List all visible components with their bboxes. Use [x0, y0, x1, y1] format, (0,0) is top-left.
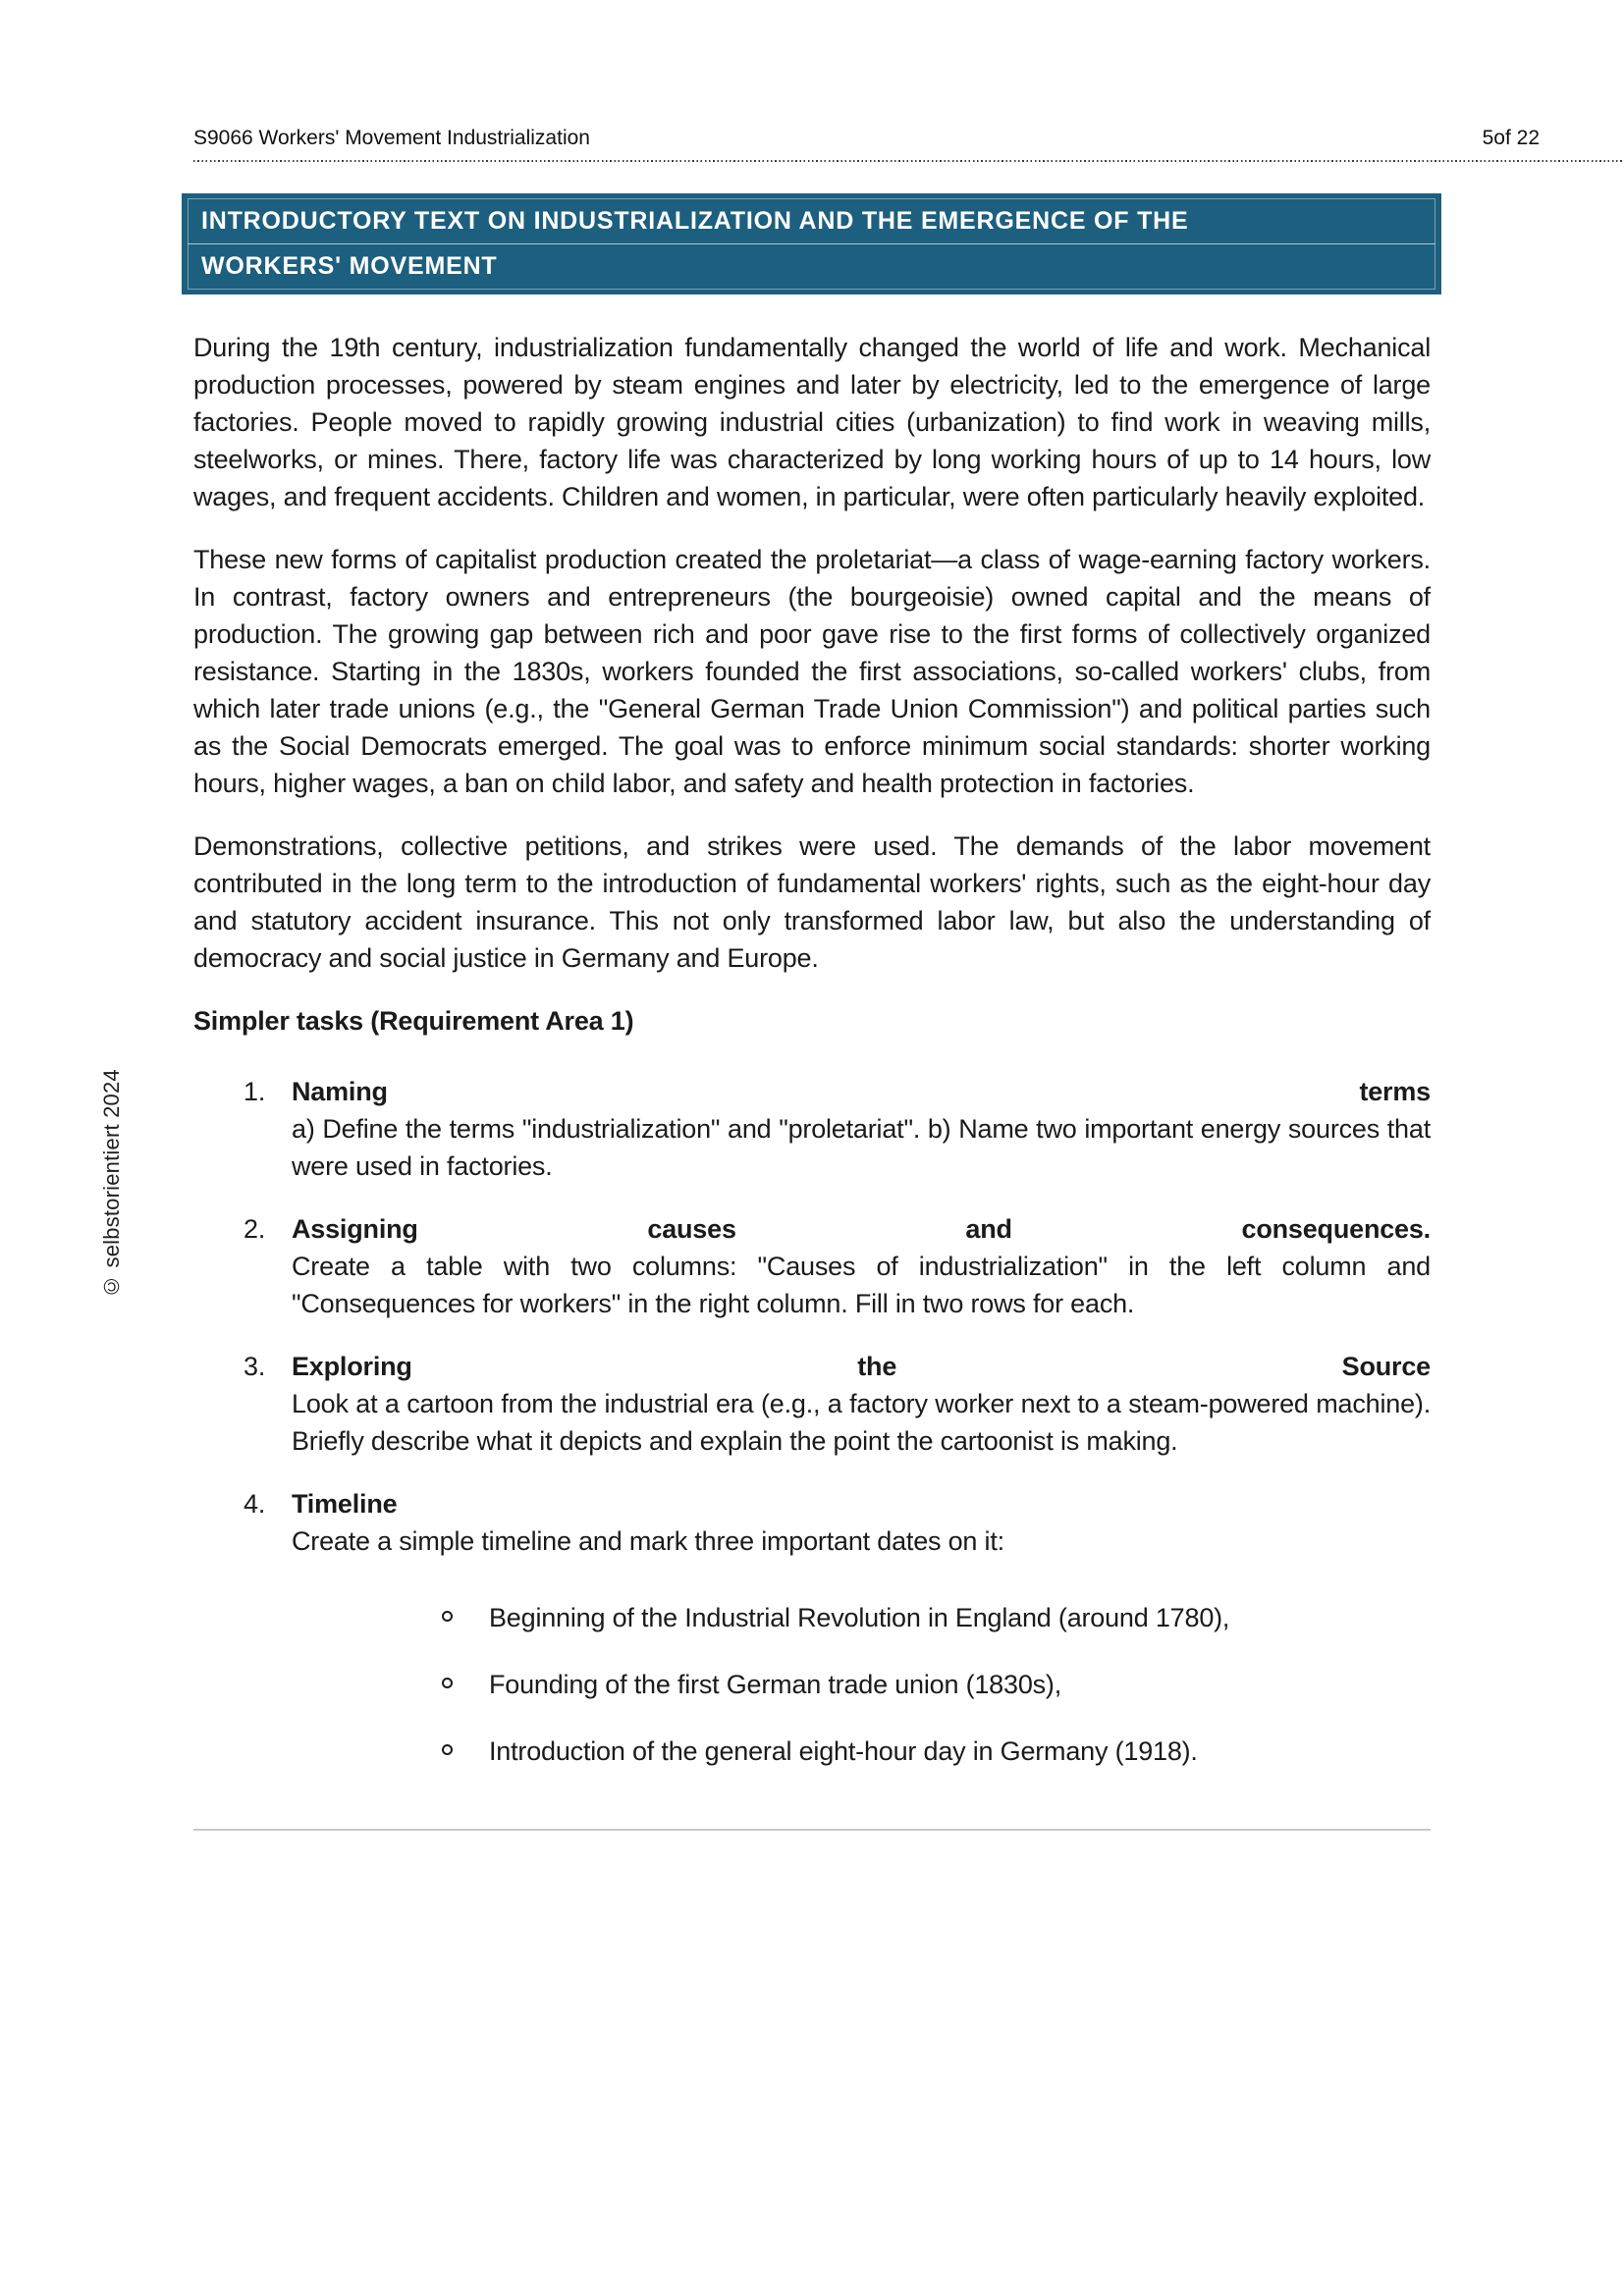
intro-paragraph-2: These new forms of capitalist production created the proletariat—a class of wage-earning factory workers. In contrast, factory owners and entrepreneurs (the bourgeoisie) owned capital and the means of production. The growing gap between rich and poor gave rise to the first forms of collectively organized resistance. Starting in the 1830s, workers founded the first associations, so-called workers' clubs, from which later trade unions (e.g., the "General German Trade Union Commission") and political parties such as the Social Democrats emerged. The goal was to enforce minimum social standards: shorter working hours, higher wages, a ban on child labor, and safety and health protection in factories.	[193, 545, 1431, 798]
task-title: Assigning causes and consequences.	[292, 1214, 1431, 1244]
header-doc-code: S9066 Workers' Movement Industrialization	[193, 127, 590, 149]
timeline-bullet-3	[292, 1733, 1431, 1770]
task-number: 2.	[244, 1214, 266, 1244]
task-number: 3.	[244, 1352, 266, 1381]
intro-paragraph-1: During the 19th century, industrialization fundamentally changed the world of life and work. Mechanical production processes, powered by steam engines and later by electricity, led to the emergence of large factories. People moved to rapidly growing industrial cities (urbanization) to find work in weaving mills, steelworks, or mines. There, factory life was characterized by long working hours of up to 14 hours, low wages, and frequent accidents. Children and women, in particular, were often particularly heavily exploited.	[193, 333, 1431, 511]
title-banner	[182, 193, 1441, 294]
title-line-1: INTRODUCTORY TEXT ON INDUSTRIALIZATION AND THE EMERGENCE OF THE	[188, 198, 1435, 244]
timeline-bullet-list	[292, 1599, 1431, 1770]
page-header	[193, 126, 1624, 158]
task-body: a) Define the terms "industrialization" and "proletariat". b) Name two important energy sources that were used in factories.	[292, 1114, 1431, 1181]
sidebar-copyright: © selbstorientiert 2024	[99, 1069, 124, 1299]
header-dotted-rule	[193, 160, 1624, 162]
task-list	[193, 1073, 1431, 1770]
circle-bullet-icon	[442, 1744, 453, 1755]
timeline-bullet-text: Founding of the first German trade union (1830s),	[489, 1670, 1062, 1699]
timeline-bullet-2	[292, 1666, 1431, 1703]
intro-paragraph-3: Demonstrations, collective petitions, and strikes were used. The demands of the labor movement contributed in the long term to the introduction of fundamental workers' rights, such as the eight-hour day and statutory accident insurance. This not only transformed labor law, but also the understanding of democracy and social justice in Germany and Europe.	[193, 831, 1431, 973]
header-page-number: 5of 22	[1482, 127, 1540, 149]
task-body: Look at a cartoon from the industrial era (e.g., a factory worker next to a steam-powered machine). Briefly describe what it depicts and explain the point the cartoonist is making.	[292, 1389, 1431, 1456]
task-title: Timeline	[292, 1489, 398, 1519]
section-heading: Simpler tasks (Requirement Area 1)	[193, 1006, 634, 1036]
task-body: Create a simple timeline and mark three important dates on it:	[292, 1526, 1004, 1556]
circle-bullet-icon	[442, 1611, 453, 1622]
task-number: 1.	[244, 1077, 266, 1106]
task-item-1	[193, 1073, 1431, 1185]
task-item-3	[193, 1348, 1431, 1460]
task-title: Naming terms	[292, 1077, 1431, 1106]
task-title: Exploring the Source	[292, 1352, 1431, 1381]
task-item-2	[193, 1210, 1431, 1322]
task-body: Create a table with two columns: "Causes of industrialization" in the left column and "Consequences for workers" in the right column. Fill in two rows for each.	[292, 1252, 1431, 1318]
timeline-bullet-text: Beginning of the Industrial Revolution in England (around 1780),	[489, 1603, 1230, 1632]
task-number: 4.	[244, 1489, 266, 1519]
section-divider-rule	[193, 1829, 1431, 1831]
task-item-4	[193, 1485, 1431, 1770]
timeline-bullet-text: Introduction of the general eight-hour day in Germany (1918).	[489, 1736, 1198, 1766]
title-line-2: WORKERS' MOVEMENT	[188, 243, 1435, 290]
timeline-bullet-1	[292, 1599, 1431, 1636]
main-content	[193, 294, 1431, 1831]
circle-bullet-icon	[442, 1678, 453, 1688]
